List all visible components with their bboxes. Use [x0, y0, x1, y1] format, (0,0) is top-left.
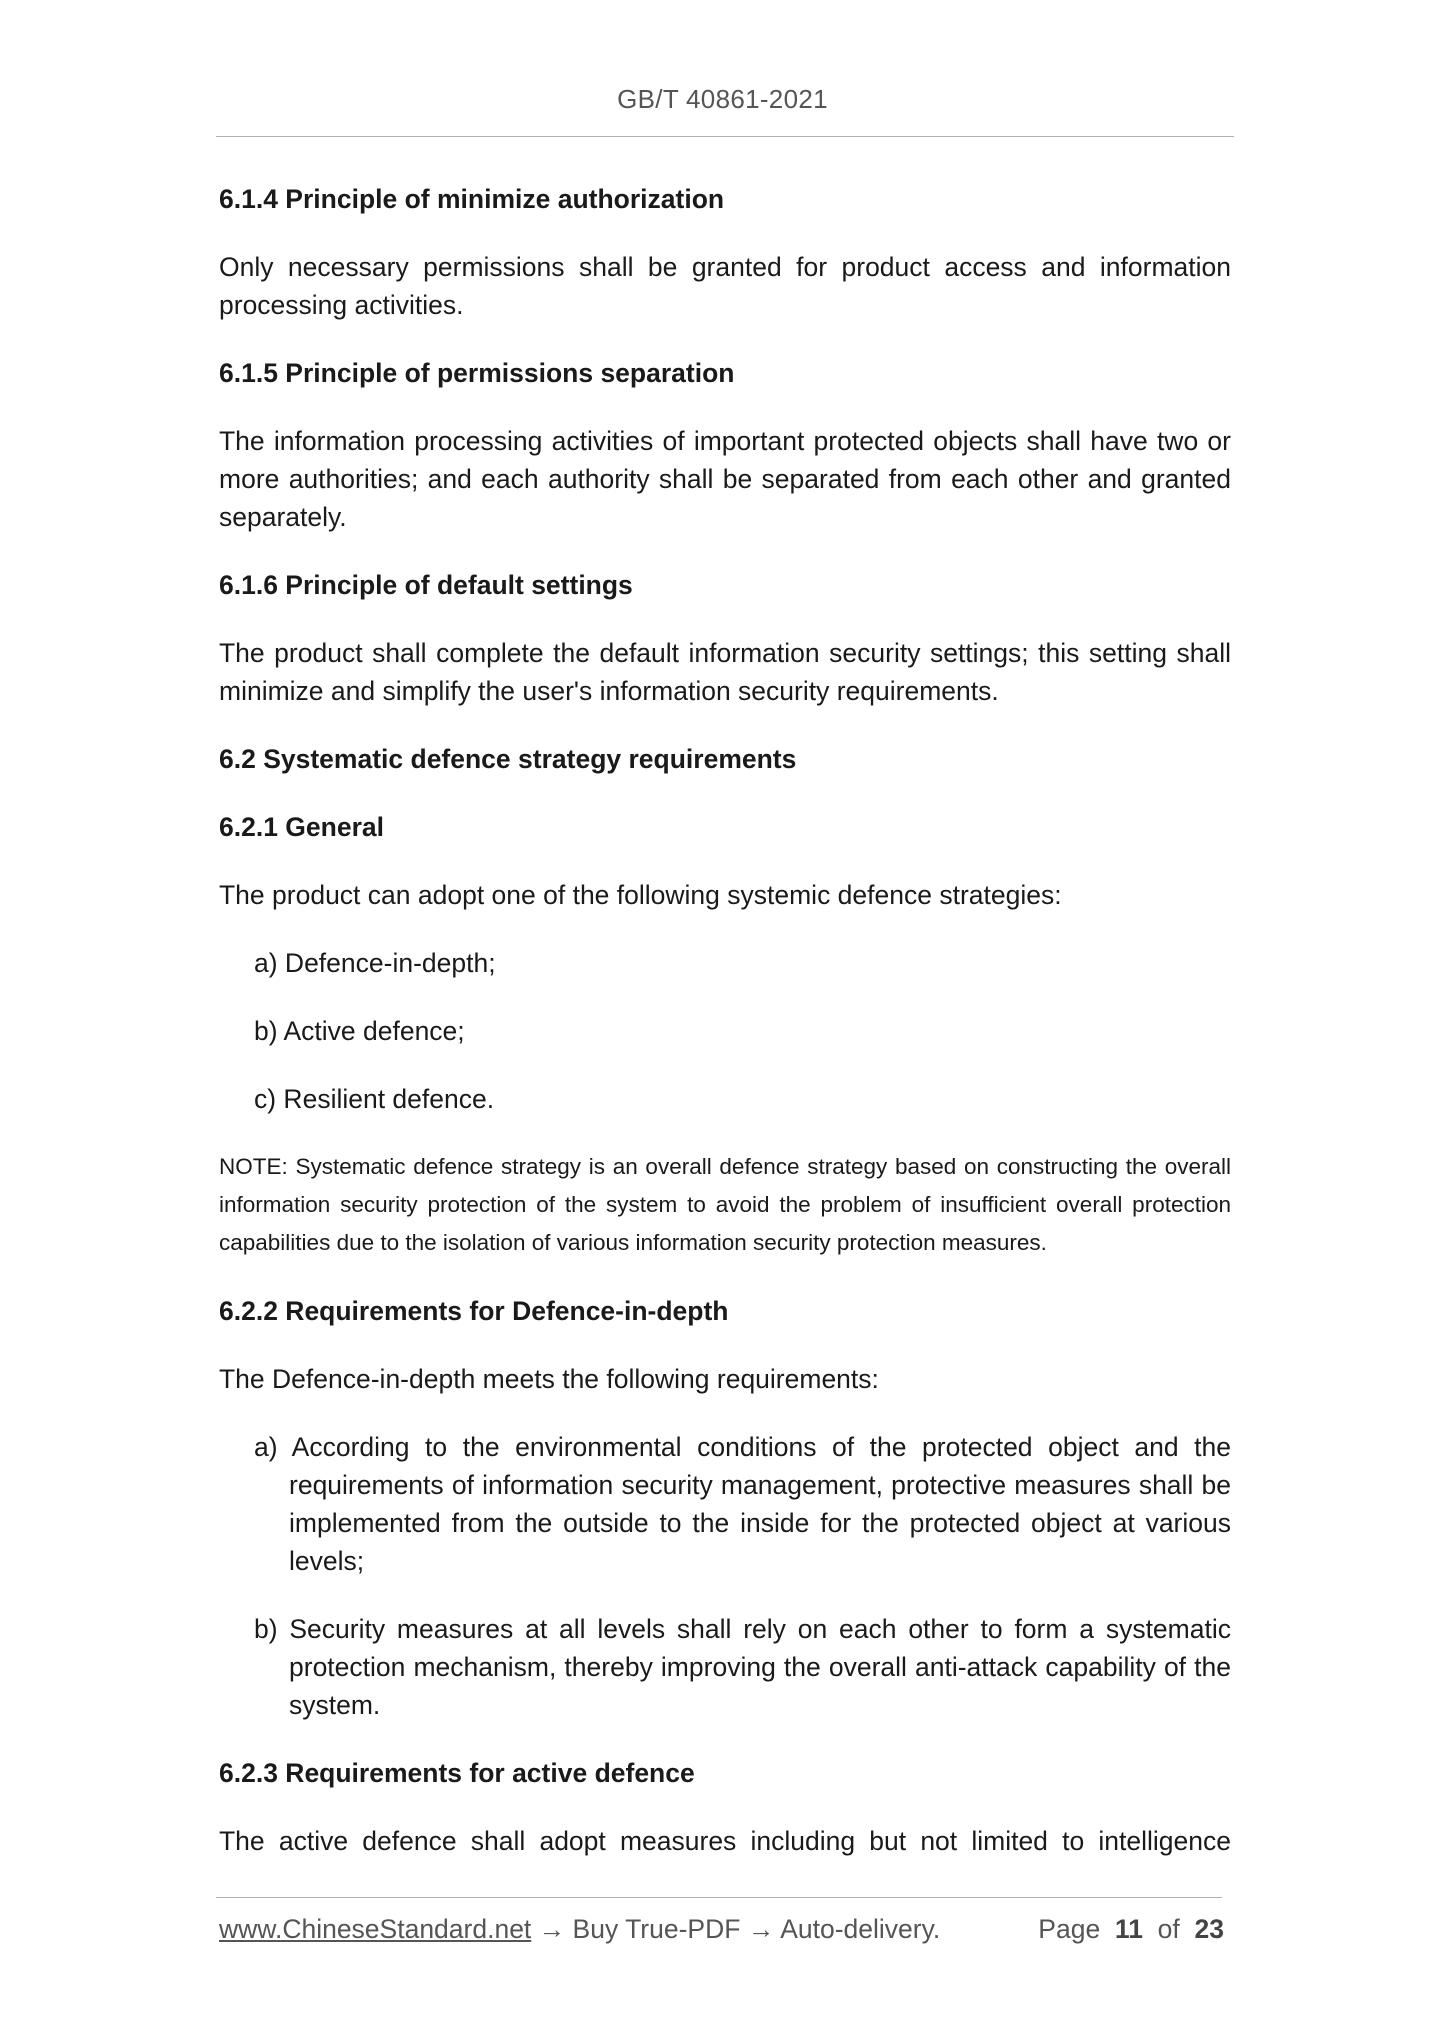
page-header-doc-id: GB/T 40861-2021: [617, 84, 828, 114]
header-divider: [216, 136, 1234, 137]
list-item: c) Resilient defence.: [254, 1084, 495, 1114]
note-6-2-1: NOTE: Systematic defence strategy is an overall defence strategy based on constructing the overall information security protection of the system to avoid the problem of insufficient overall protection capabilities due to the isolation of various information security protection measures.: [219, 1154, 1231, 1255]
page-number: [1038, 1914, 1224, 1945]
page-label: Page: [1038, 1914, 1101, 1944]
paragraph-6-1-4: Only necessary permissions shall be granted for product access and information processing activities.: [219, 252, 1231, 320]
heading-6-2: 6.2 Systematic defence strategy requirements: [219, 744, 797, 774]
page-of-label: of: [1157, 1914, 1180, 1944]
page-current: 11: [1114, 1914, 1143, 1944]
paragraph-6-1-5: The information processing activities of important protected objects shall have two or more authorities; and each authority shall be separated from each other and granted separately.: [219, 426, 1231, 532]
page-total: 23: [1194, 1914, 1224, 1944]
heading-6-2-3: 6.2.3 Requirements for active defence: [219, 1758, 695, 1788]
document-body: [219, 180, 1231, 1890]
heading-6-2-2: 6.2.2 Requirements for Defence-in-depth: [219, 1296, 729, 1326]
heading-6-2-1: 6.2.1 General: [219, 812, 384, 842]
list-item: a) According to the environmental conditions of the protected object and the requirements of information security management, protective measures shall be implemented from the outside to the inside for the protected object at various levels;: [254, 1432, 1231, 1576]
arrow-right-icon: →: [747, 1914, 775, 1944]
heading-6-1-4: 6.1.4 Principle of minimize authorization: [219, 184, 725, 214]
paragraph-6-2-2-intro: The Defence-in-depth meets the following requirements:: [219, 1364, 879, 1394]
footer-divider: [216, 1897, 1222, 1898]
list-item: b) Active defence;: [254, 1016, 465, 1046]
paragraph-6-1-6: The product shall complete the default information security settings; this setting shall minimize and simplify the user's information security requirements.: [219, 638, 1231, 706]
list-item: b) Security measures at all levels shall rely on each other to form a systematic protection mechanism, thereby improving the overall anti-attack capability of the system.: [254, 1614, 1231, 1720]
footer-delivery-text: Auto-delivery.: [780, 1914, 941, 1944]
list-item: a) Defence-in-depth;: [254, 948, 496, 978]
footer-buy-text: Buy True-PDF: [572, 1914, 741, 1944]
paragraph-6-2-1-intro: The product can adopt one of the following systemic defence strategies:: [219, 880, 1062, 910]
paragraph-6-2-3: The active defence shall adopt measures including but not limited to intelligence: [219, 1826, 1231, 1856]
website-link[interactable]: www.ChineseStandard.net: [219, 1914, 532, 1944]
heading-6-1-6: 6.1.6 Principle of default settings: [219, 570, 633, 600]
footer-promo: [219, 1914, 940, 1945]
heading-6-1-5: 6.1.5 Principle of permissions separation: [219, 358, 735, 388]
arrow-right-icon: →: [538, 1914, 566, 1944]
